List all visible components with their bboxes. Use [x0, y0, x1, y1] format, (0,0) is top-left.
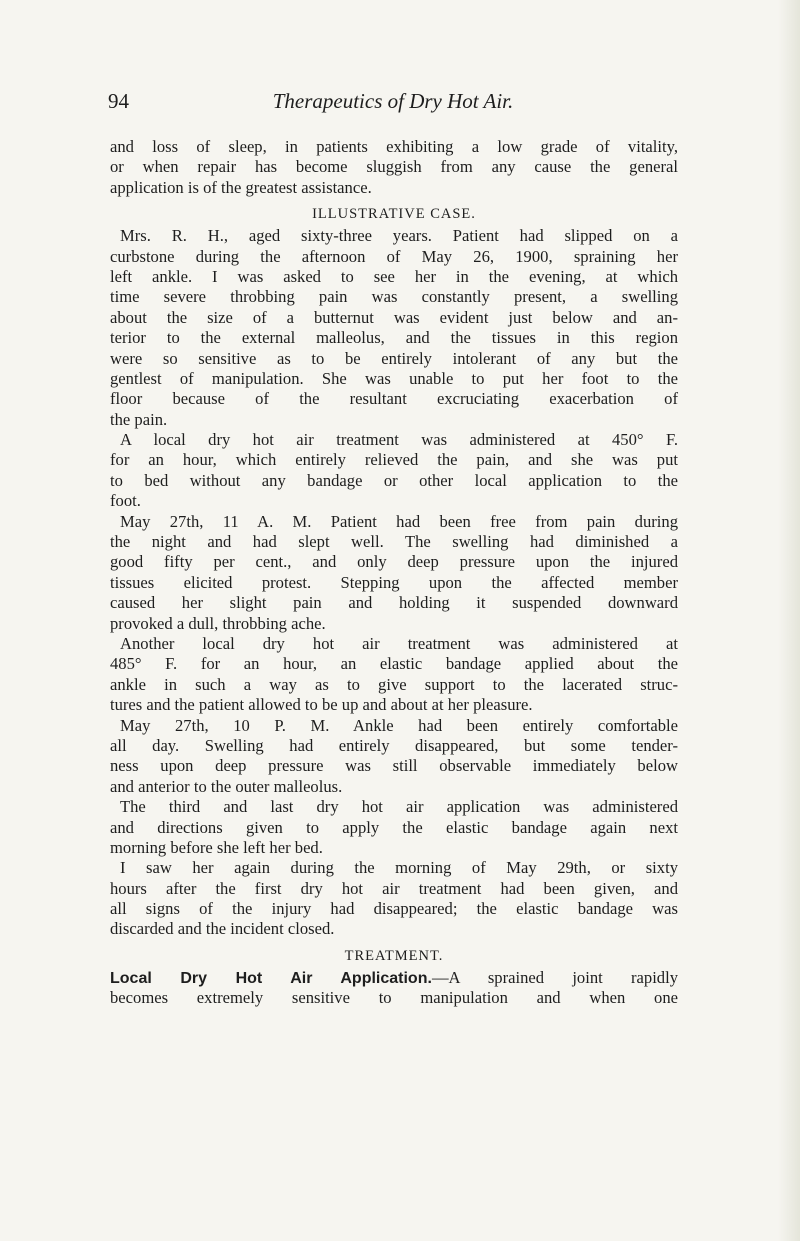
- text-line: ness upon deep pressure was still observable immediately below: [110, 756, 678, 776]
- text-line: hours after the first dry hot air treatment had been given, and: [110, 878, 678, 898]
- treatment-lead-rest: —A sprained joint rapidly: [431, 967, 679, 987]
- text-line: the night and had slept well. The swelling had diminished a: [110, 532, 678, 552]
- text-line: and loss of sleep, in patients exhibiting a low grade of vitality,: [110, 137, 678, 156]
- text-line: The third and last dry hot air application was administered: [120, 797, 678, 817]
- text-line: good fifty per cent., and only deep pressure upon the injured: [110, 552, 678, 572]
- text-line: floor because of the resultant excruciating exacerbation of: [110, 389, 678, 409]
- text-line: left ankle. I was asked to see her in the evening, at which: [110, 266, 678, 286]
- section-heading-illustrative-case: ILLUSTRATIVE CASE.: [312, 206, 476, 223]
- text-line: time severe throbbing pain was constantly present, a swelling: [110, 287, 678, 307]
- page-edge-shadow: [778, 0, 800, 1241]
- text-line: I saw her again during the morning of May 29th, or sixty: [120, 858, 678, 878]
- text-line: curbstone during the afternoon of May 26, 1900, spraining her: [110, 246, 678, 266]
- text-line: ankle in such a way as to give support to the lacerated struc-: [110, 674, 678, 694]
- text-line: Mrs. R. H., aged sixty-three years. Patient had slipped on a: [120, 226, 678, 246]
- text-line: A local dry hot air treatment was administered at 450° F.: [120, 430, 678, 450]
- text-line: Another local dry hot air treatment was administered at: [120, 633, 678, 653]
- text-line: were so sensitive as to be entirely intolerant of any but the: [110, 348, 678, 368]
- text-line: or when repair has become sluggish from any cause the general: [110, 157, 678, 177]
- text-line: gentlest of manipulation. She was unable to put her foot to the: [110, 368, 678, 388]
- text-line: application is of the greatest assistance.: [110, 177, 372, 197]
- text-line: tures and the patient allowed to be up and about at her pleasure.: [110, 695, 533, 715]
- text-line: morning before she left her bed.: [110, 837, 323, 857]
- body-text: [110, 137, 678, 1009]
- text-line-treatment-lead: [110, 968, 678, 988]
- text-line: discarded and the incident closed.: [110, 919, 335, 939]
- text-line: for an hour, which entirely relieved the pain, and she was put: [110, 450, 678, 470]
- text-line: to bed without any bandage or other local application to the: [110, 470, 678, 490]
- text-line: terior to the external malleolus, and the tissues in this region: [110, 328, 678, 348]
- text-line: becomes extremely sensitive to manipulation and when one: [110, 988, 678, 1008]
- running-title: Therapeutics of Dry Hot Air.: [272, 89, 514, 113]
- text-line: and directions given to apply the elastic bandage again next: [110, 817, 678, 837]
- text-line: all day. Swelling had entirely disappeared, but some tender-: [110, 735, 678, 755]
- page-number: 94: [108, 89, 129, 113]
- text-line: 485° F. for an hour, an elastic bandage applied about the: [110, 654, 678, 674]
- text-line: tissues elicited protest. Stepping upon the affected member: [110, 572, 678, 592]
- text-line: the pain.: [110, 409, 168, 429]
- text-line: May 27th, 11 A. M. Patient had been free from pain during: [120, 511, 678, 531]
- text-line: all signs of the injury had disappeared; the elastic bandage was: [110, 899, 678, 919]
- section-heading-treatment: TREATMENT.: [344, 947, 444, 964]
- text-line: and anterior to the outer malleolus.: [110, 776, 343, 796]
- text-line: caused her slight pain and holding it suspended downward: [110, 593, 678, 613]
- page-header: [108, 84, 678, 118]
- text-line: about the size of a butternut was evident just below and an-: [110, 307, 678, 327]
- text-line: May 27th, 10 P. M. Ankle had been entirely comfortable: [120, 715, 678, 735]
- treatment-lead-title: Local Dry Hot Air Application.: [110, 969, 432, 987]
- text-line: provoked a dull, throbbing ache.: [110, 613, 326, 633]
- text-line: foot.: [110, 491, 141, 511]
